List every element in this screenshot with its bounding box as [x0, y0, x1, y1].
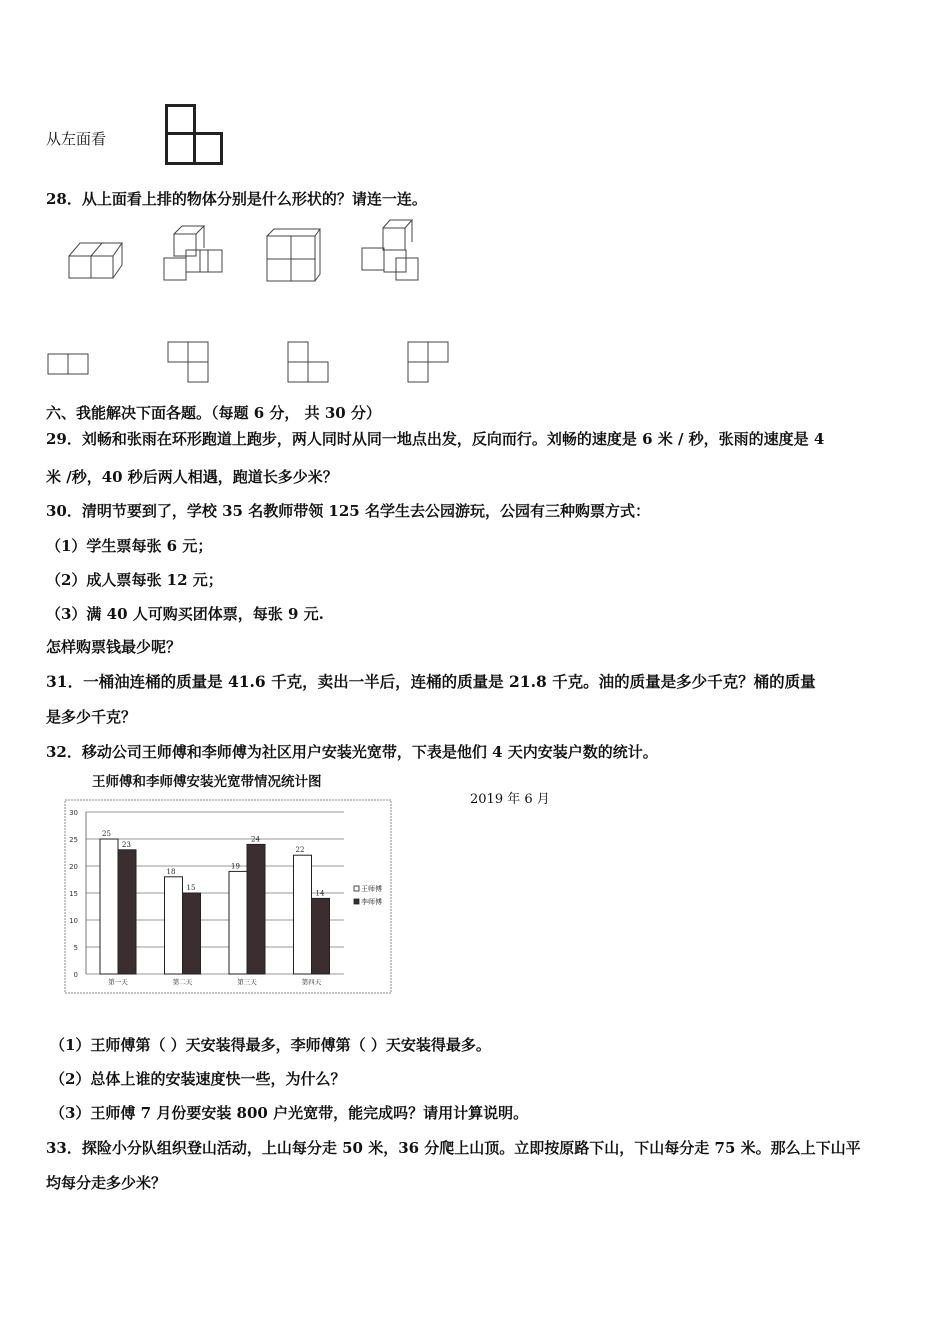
left-view-label: 从左面看 — [46, 130, 107, 148]
question-32-sub-2: （2）总体上谁的安装速度快一些，为什么？ — [50, 1070, 346, 1088]
top-view-shape-c — [286, 340, 332, 384]
question-33-line-2: 均每分走多少米？ — [46, 1174, 167, 1192]
bar-li — [118, 850, 136, 974]
question-28: 28．从上面看上排的物体分别是什么形状的？请连一连。 — [46, 190, 427, 208]
y-tick-label: 0 — [73, 971, 78, 979]
question-31-line-1: 31．一桶油连桶的质量是 41.6 千克，卖出一半后，连桶的质量是 21.8 千克。油的质量是多少千克？桶的质量 — [46, 672, 816, 691]
question-32-sub-3: （3）王师傅 7 月份要安装 800 户光宽带，能完成吗？请用计算说明。 — [50, 1104, 529, 1122]
bar-li — [183, 893, 201, 974]
x-tick-label: 第四天 — [301, 978, 322, 986]
y-tick-label: 25 — [69, 836, 78, 844]
cube-figure-3 — [264, 226, 322, 284]
bar-value-label: 25 — [102, 830, 111, 838]
legend-label: 王师傅 — [361, 885, 382, 893]
legend-swatch — [354, 899, 359, 904]
bar-wang — [294, 855, 312, 974]
bar-value-label: 14 — [315, 889, 325, 898]
legend-swatch — [354, 886, 359, 891]
bar-value-label: 19 — [231, 862, 240, 871]
top-view-shape-d — [406, 340, 452, 384]
question-30: 30．清明节要到了，学校 35 名教师带领 125 名学生去公园游玩，公园有三种购票方式： — [46, 502, 650, 520]
y-tick-label: 15 — [69, 890, 78, 898]
bar-value-label: 15 — [186, 884, 196, 892]
top-view-shape-a — [46, 352, 92, 376]
x-tick-label: 第一天 — [108, 978, 128, 986]
legend-label: 李师傅 — [361, 898, 382, 906]
bar-wang — [165, 877, 183, 974]
x-tick-label: 第二天 — [172, 978, 193, 986]
cube-figure-1 — [66, 238, 124, 284]
question-32-sub-1: （1）王师傅第（ ）天安装得最多，李师傅第（ ）天安装得最多。 — [50, 1036, 491, 1054]
cube-figure-4 — [358, 218, 424, 284]
bar-value-label: 23 — [122, 840, 131, 849]
top-view-shape-b — [166, 340, 212, 384]
bar-value-label: 24 — [251, 835, 260, 844]
bar-li — [247, 844, 265, 974]
x-tick-label: 第三天 — [237, 978, 257, 986]
bar-value-label: 18 — [166, 867, 176, 876]
section-six-heading: 六、我能解决下面各题。（每题 6 分， 共 30 分） — [46, 404, 381, 422]
chart-title: 王师傅和李师傅安装光宽带情况统计图 — [92, 774, 322, 790]
question-29-line-2: 米 /秒，40 秒后两人相遇，跑道长多少米？ — [46, 468, 338, 486]
question-30-option-1: （1）学生票每张 6 元； — [46, 537, 213, 555]
question-30-option-2: （2）成人票每张 12 元； — [46, 571, 223, 589]
y-tick-label: 30 — [69, 809, 78, 817]
question-31-line-2: 是多少千克？ — [46, 708, 137, 726]
y-tick-label: 5 — [73, 944, 78, 952]
bar-chart — [62, 798, 394, 996]
question-30-ask: 怎样购票钱最少呢？ — [46, 638, 182, 656]
bar-wang — [229, 871, 247, 974]
question-30-option-3: （3）满 40 人可购买团体票，每张 9 元. — [46, 605, 324, 623]
cube-figure-2 — [160, 224, 226, 286]
bar-li — [312, 898, 330, 974]
y-tick-label: 10 — [69, 917, 78, 925]
y-tick-label: 20 — [69, 863, 78, 871]
left-view-figure — [165, 104, 225, 166]
chart-subtitle: 2019 年 6 月 — [470, 792, 550, 807]
bar-value-label: 22 — [295, 846, 305, 855]
question-33-line-1: 33．探险小分队组织登山活动，上山每分走 50 米，36 分爬上山顶。立即按原路下山，下山每分走 75 米。那么上下山平 — [46, 1139, 861, 1157]
bar-wang — [100, 839, 118, 974]
question-32: 32．移动公司王师傅和李师傅为社区用户安装光宽带，下表是他们 4 天内安装户数的统计。 — [46, 743, 658, 761]
question-29-line-1: 29．刘畅和张雨在环形跑道上跑步，两人同时从同一地点出发，反向而行。刘畅的速度是 6 米 / 秒，张雨的速度是 4 — [46, 430, 825, 448]
